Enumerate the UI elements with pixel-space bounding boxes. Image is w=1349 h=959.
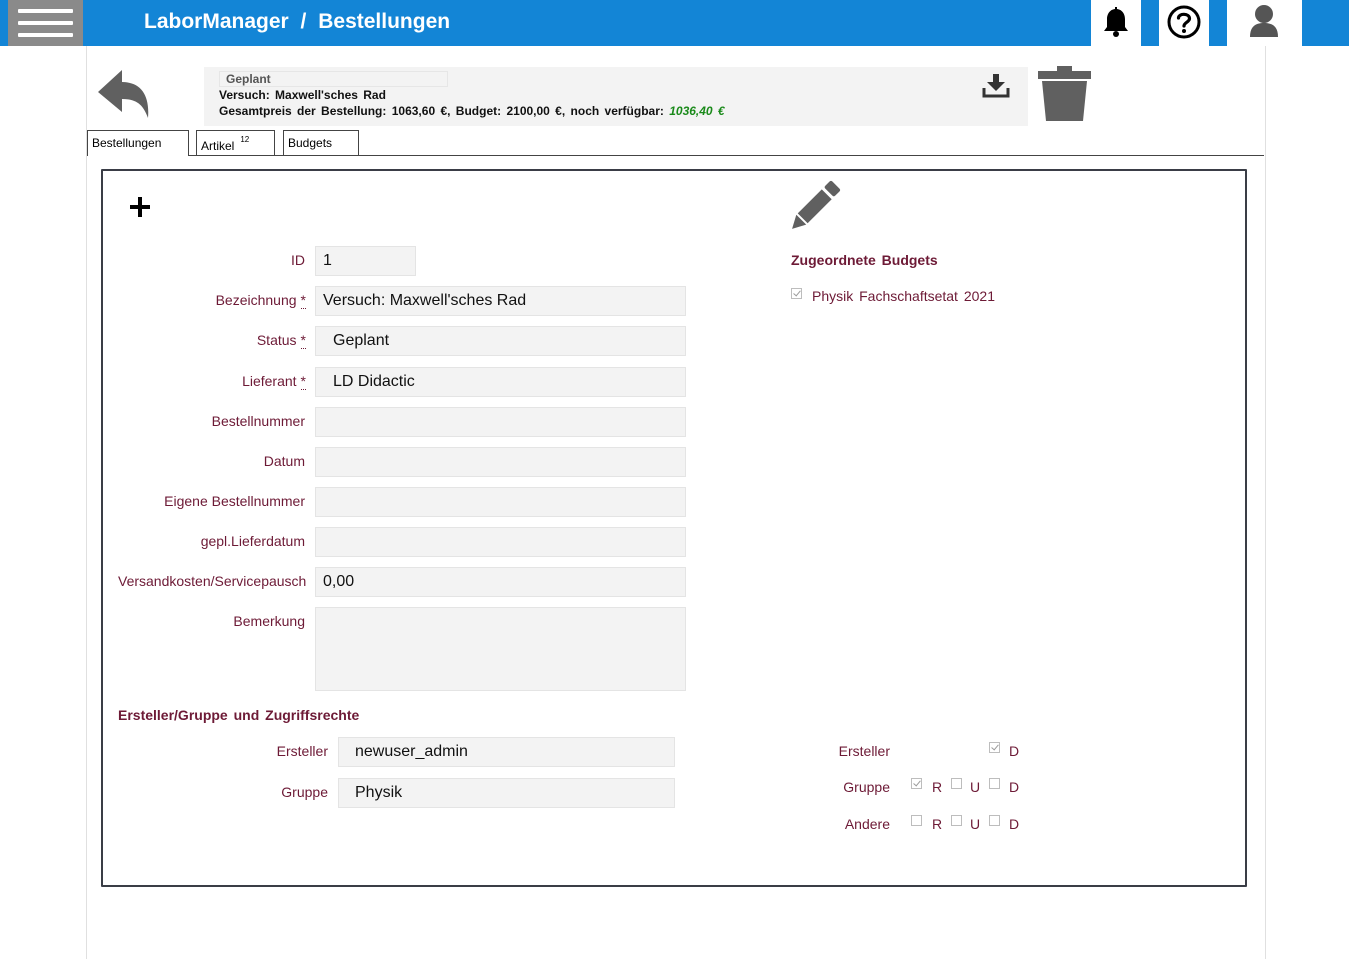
budget-item-label: Physik Fachschaftsetat 2021 — [812, 288, 995, 304]
help-icon — [1159, 0, 1209, 46]
versandkosten-field[interactable]: 0,00 — [315, 567, 686, 597]
price-value: 1063,60 €, — [391, 104, 451, 118]
id-field: 1 — [315, 246, 416, 276]
rights-gruppe-label: Gruppe — [843, 779, 890, 795]
back-arrow-icon[interactable] — [96, 68, 152, 120]
user-icon — [1227, 0, 1302, 46]
app-name[interactable]: LaborManager — [144, 10, 289, 33]
bemerkung-label: Bemerkung — [233, 613, 305, 629]
price-label: Gesamtpreis der Bestellung: — [219, 104, 387, 118]
andere-u-checkbox[interactable] — [951, 815, 962, 826]
tab-artikel[interactable] — [196, 130, 275, 155]
available-value: 1036,40 € — [669, 104, 725, 118]
trash-icon[interactable] — [1037, 66, 1092, 122]
gruppe-u-checkbox[interactable] — [951, 778, 962, 789]
versandkosten-label: Versandkosten/Servicepausch — [118, 573, 307, 589]
datum-label: Datum — [263, 453, 305, 469]
summary-prices — [219, 104, 725, 118]
ersteller-label: Ersteller — [276, 743, 328, 759]
available-label: noch verfügbar: — [570, 104, 664, 118]
tab-budgets-label: Budgets — [288, 136, 333, 150]
budget-checkbox[interactable] — [791, 288, 802, 299]
andere-r-label: R — [932, 816, 943, 832]
budget-value: 2100,00 €, — [506, 104, 566, 118]
bell-icon — [1091, 0, 1141, 46]
bestellnummer-field[interactable] — [315, 407, 686, 437]
page-title — [144, 10, 450, 34]
bestellnummer-label: Bestellnummer — [211, 413, 305, 429]
tab-divider — [188, 155, 1264, 156]
rights-ersteller-label: Ersteller — [838, 743, 890, 759]
gruppe-d-checkbox[interactable] — [989, 778, 1000, 789]
status-select[interactable]: Geplant — [315, 326, 686, 356]
tab-budgets[interactable] — [283, 130, 359, 155]
gruppe-label: Gruppe — [281, 784, 328, 800]
notifications-button[interactable] — [1091, 0, 1141, 46]
datum-field[interactable] — [315, 447, 686, 477]
edit-pencil-icon[interactable] — [785, 178, 843, 236]
id-label: ID — [291, 252, 305, 268]
page-name: Bestellungen — [318, 10, 451, 33]
gruppe-r-checkbox[interactable] — [911, 778, 922, 789]
add-icon[interactable] — [128, 195, 152, 219]
tab-artikel-label: Artikel — [201, 139, 235, 153]
budgets-title: Zugeordnete Budgets — [791, 252, 938, 268]
ersteller-field: newuser_admin — [338, 737, 675, 767]
andere-r-checkbox[interactable] — [911, 815, 922, 826]
eigene-bestellnummer-field[interactable] — [315, 487, 686, 517]
andere-u-label: U — [970, 816, 981, 832]
tab-bestellungen[interactable] — [87, 130, 189, 156]
budget-label: Budget: — [455, 104, 502, 118]
menu-icon[interactable] — [8, 0, 83, 46]
bezeichnung-field[interactable]: Versuch: Maxwell'sches Rad — [315, 286, 686, 316]
user-button[interactable] — [1227, 0, 1302, 46]
andere-d-checkbox[interactable] — [989, 815, 1000, 826]
bezeichnung-label: Bezeichnung * — [215, 292, 306, 308]
summary-title: Versuch: Maxwell'sches Rad — [219, 88, 386, 102]
access-title: Ersteller/Gruppe und Zugriffsrechte — [118, 707, 360, 723]
download-icon[interactable] — [982, 72, 1010, 98]
bemerkung-textarea[interactable] — [315, 607, 686, 691]
gruppe-select[interactable]: Physik — [338, 778, 675, 808]
help-button[interactable] — [1159, 0, 1209, 46]
gruppe-u-label: U — [970, 779, 981, 795]
lieferdatum-label: gepl.Lieferdatum — [200, 533, 305, 549]
title-separator: / — [300, 10, 307, 33]
eigene-bestellnummer-label: Eigene Bestellnummer — [164, 493, 305, 509]
top-bar — [0, 0, 1349, 46]
lieferant-select[interactable]: LD Didactic — [315, 367, 686, 397]
rights-andere-label: Andere — [844, 816, 890, 832]
status-badge: Geplant — [219, 71, 448, 87]
tab-artikel-count: 12 — [240, 135, 250, 144]
gruppe-r-label: R — [932, 779, 943, 795]
lieferant-label: Lieferant * — [242, 373, 306, 389]
order-summary — [204, 67, 1028, 126]
ersteller-d-checkbox[interactable] — [989, 742, 1000, 753]
status-label: Status * — [256, 332, 306, 348]
ersteller-d-label: D — [1009, 743, 1020, 759]
gruppe-d-label: D — [1009, 779, 1020, 795]
tab-bestellungen-label: Bestellungen — [92, 136, 162, 150]
lieferdatum-field[interactable] — [315, 527, 686, 557]
andere-d-label: D — [1009, 816, 1020, 832]
